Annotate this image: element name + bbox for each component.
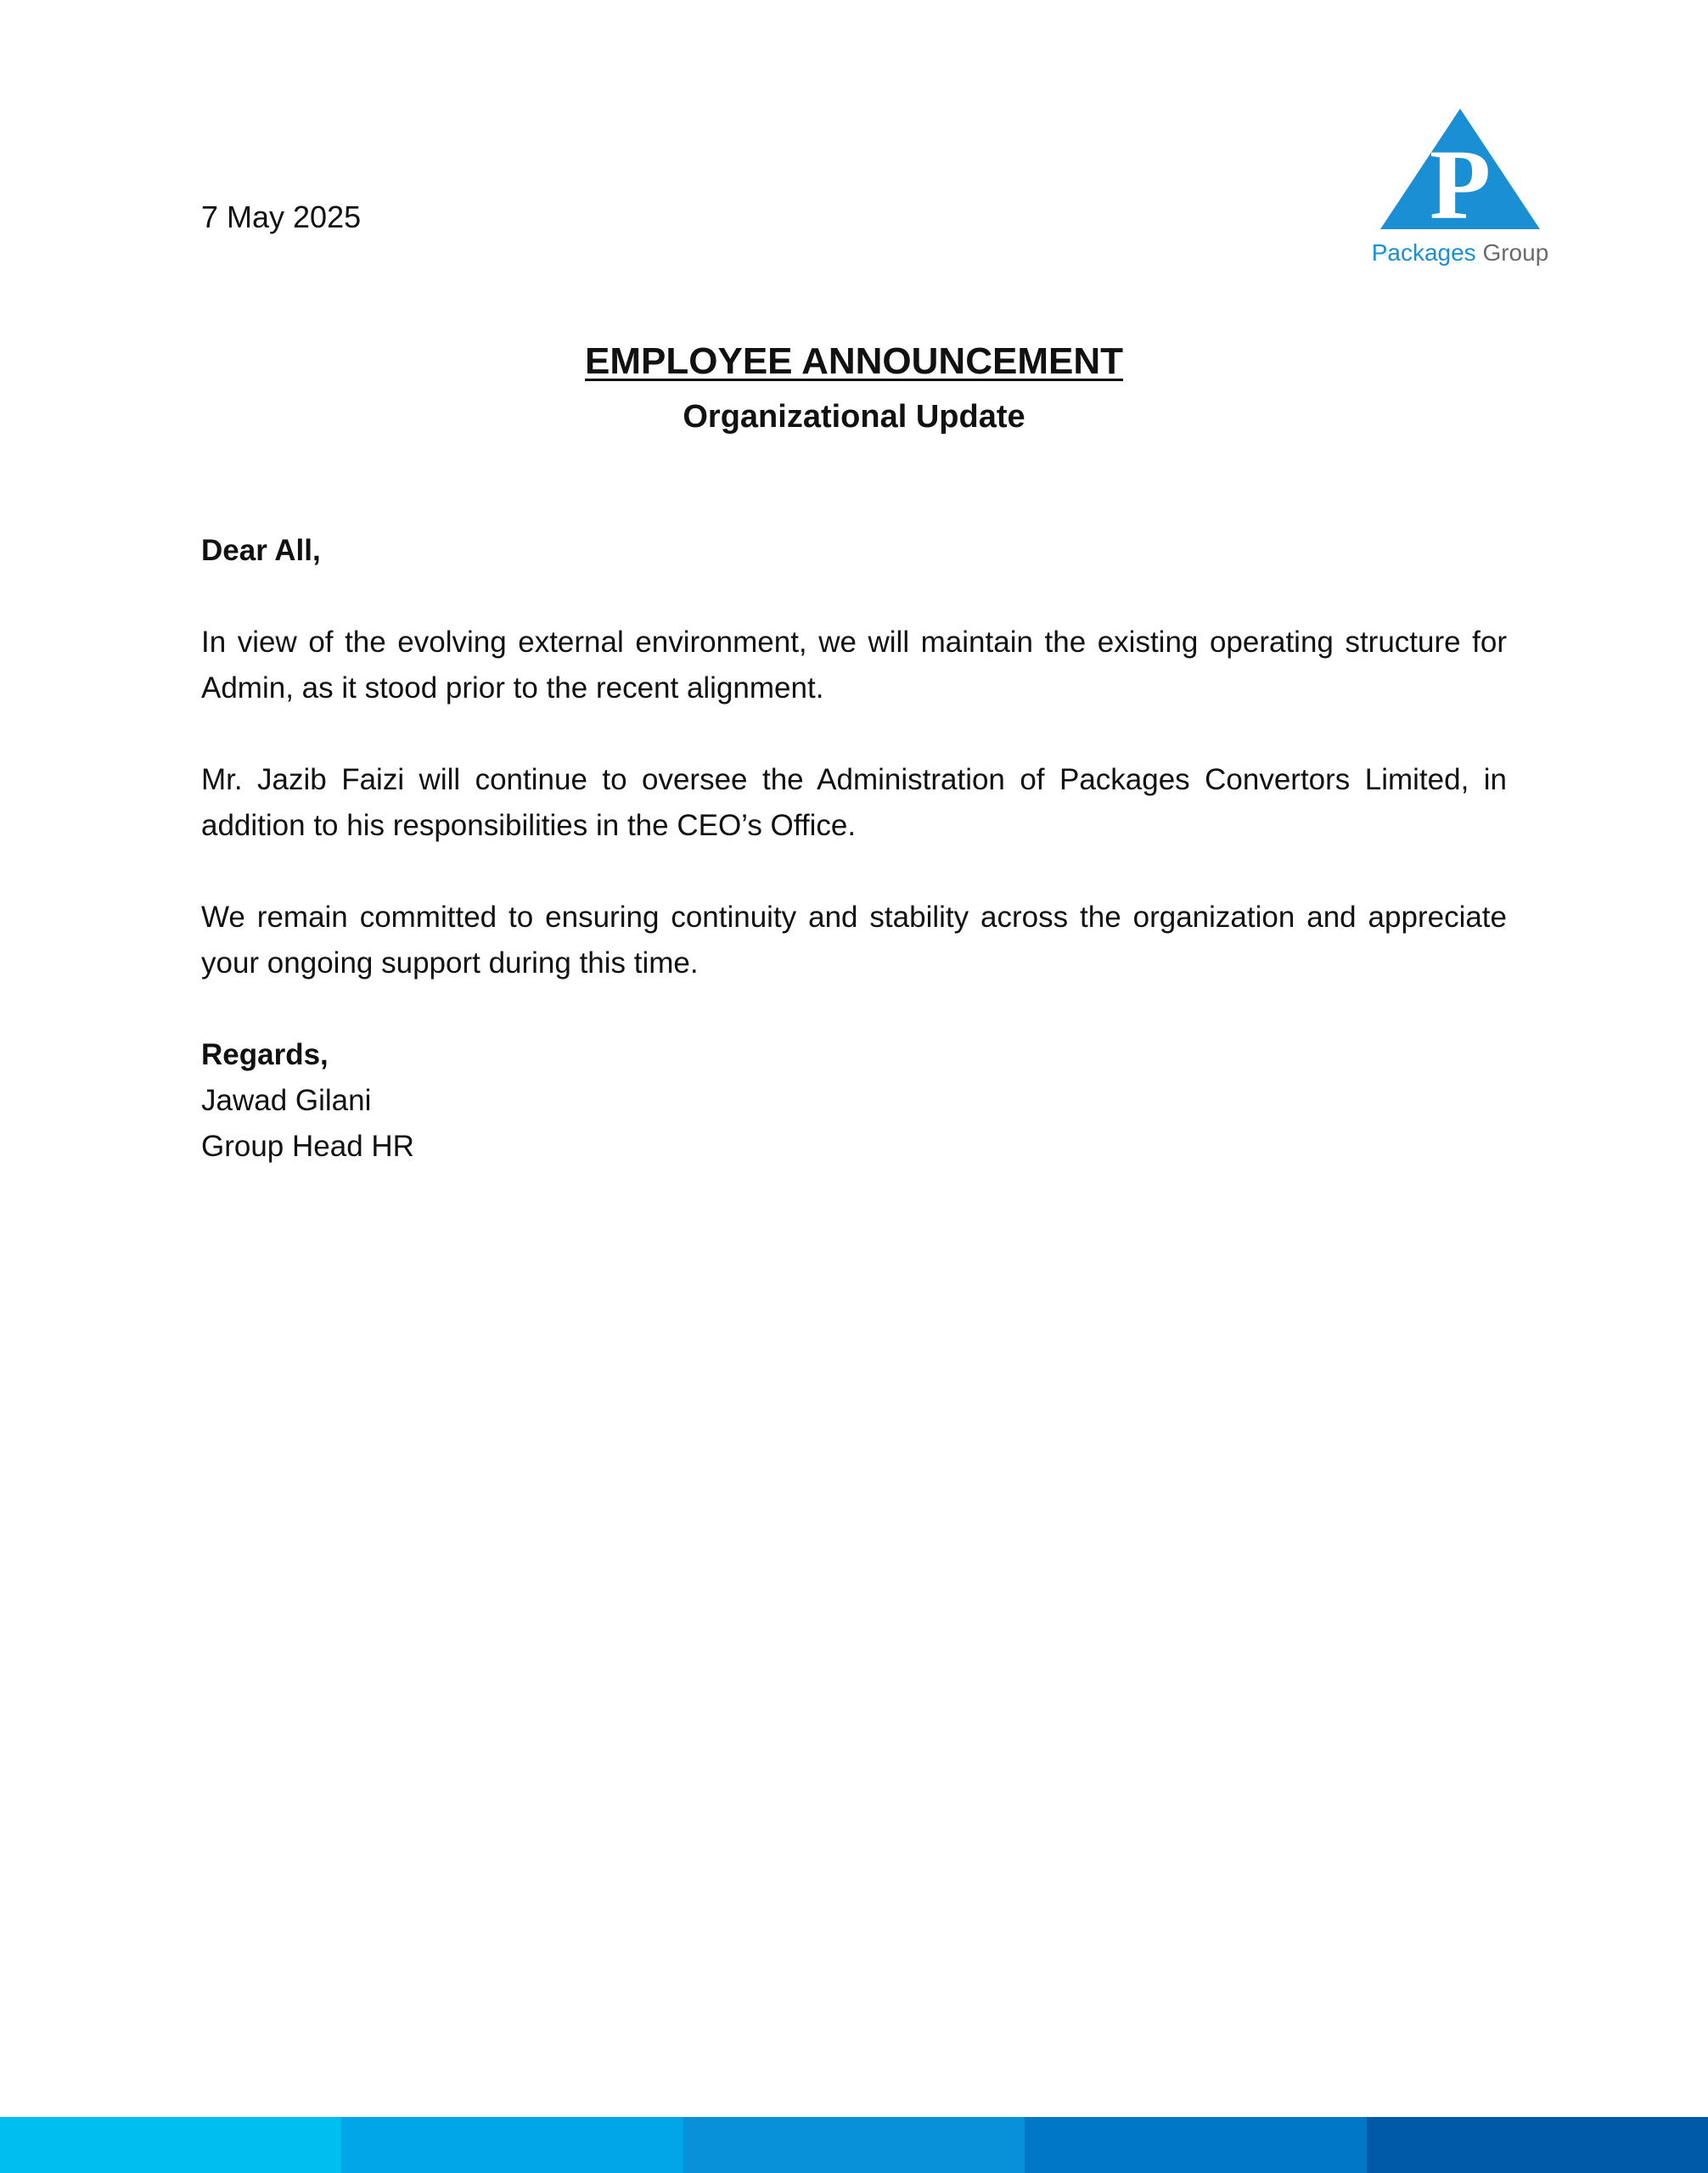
triangle-p-logo-icon (1358, 102, 1562, 238)
packages-group-logo (1358, 102, 1562, 276)
announcement-title (0, 338, 1708, 385)
footer-segment-2 (341, 2117, 683, 2173)
paragraph-2: Mr. Jazib Faizi will continue to oversee the Administration of Packages Convertors Limited, in addition to his responsibilities in the CEO’s Office. (201, 763, 1507, 842)
letter-date: 7 May 2025 (201, 199, 362, 234)
logo-word-packages: Packages (1371, 239, 1476, 266)
paragraph-1: In view of the evolving external environment, we will maintain the existing operating structure for Admin, as it stood prior to the recent alignment. (201, 626, 1507, 705)
announcement-subtitle: Organizational Update (683, 399, 1025, 435)
signatory-name: Jawad Gilani (201, 1084, 372, 1117)
salutation: Dear All, (201, 534, 321, 567)
closing: Regards, (201, 1038, 329, 1071)
logo-word-group: Group (1482, 239, 1549, 266)
footer-segment-1 (0, 2117, 341, 2173)
footer-segment-3 (683, 2117, 1025, 2173)
logo-wordmark (1358, 238, 1562, 268)
footer-color-bar (0, 2117, 1708, 2173)
signatory-title: Group Head HR (201, 1130, 414, 1163)
announcement-title-text: EMPLOYEE ANNOUNCEMENT (585, 340, 1123, 382)
letter-body (201, 528, 1507, 1170)
footer-segment-5 (1367, 2117, 1708, 2173)
logo-mark: P (1429, 129, 1492, 238)
footer-segment-4 (1025, 2117, 1366, 2173)
paragraph-3: We remain committed to ensuring continuity and stability across the organization and appreciate your ongoing support during this time. (201, 901, 1507, 980)
